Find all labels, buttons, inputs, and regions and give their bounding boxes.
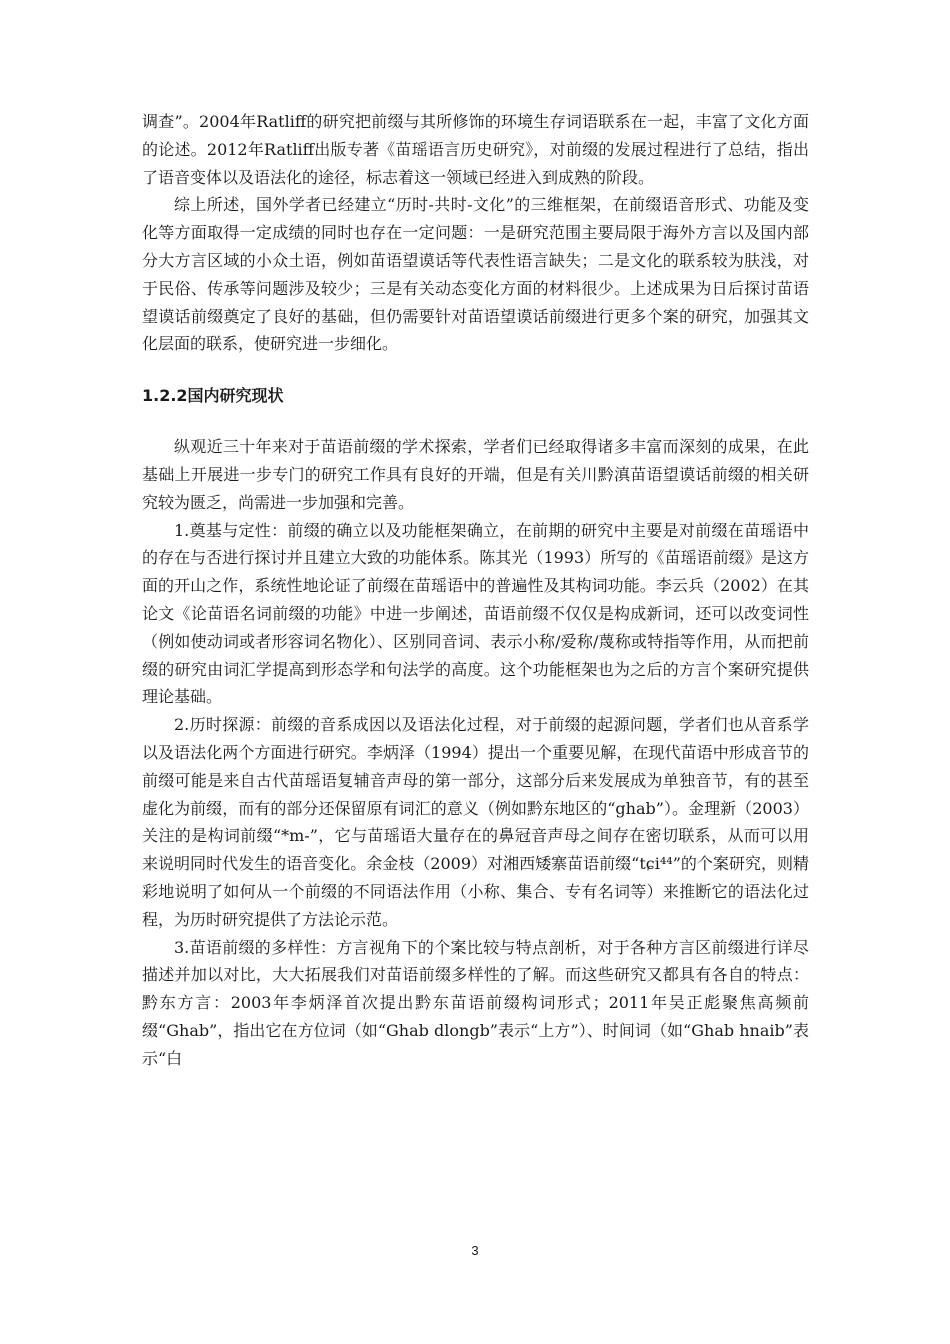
paragraph-diachronic: 2.历时探源：前缀的音系成因以及语法化过程，对于前缀的起源问题，学者们也从音系学以及语法化两个方面进行研究。李炳泽（1994）提出一个重要见解，在现代苗语中形成音节的前缀可能是来自古代苗瑶语复辅音声母的第一部分，这部分后来发展成为单独音节，有的甚至虚化为前缀，而有的部分还保留原有词汇的意义（例如黔东地区的“ghab”）。金理新（2003）关注的是构词前缀“*m-”，它与苗瑶语大量存在的鼻冠音声母之间存在密切联系，从而可以用来说明同时代发生的语音变化。余金枝（2009）对湘西矮寨苗语前缀“tɕi⁴⁴”的个案研究，则精彩地说明了如何从一个前缀的不同语法作用（小称、集合、专有名词等）来推断它的语法化过程，为历时研究提供了方法论示范。: [142, 715, 809, 929]
section-heading-domestic-research: 1.2.2国内研究现状: [142, 386, 284, 406]
paragraph-diversity: 3.苗语前缀的多样性：方言视角下的个案比较与特点剖析，对于各种方言区前缀进行详尽描述并加以对比，大大拓展我们对苗语前缀多样性的了解。而这些研究又都具有各自的特点：黔东方言：2003年李炳泽首次提出黔东苗语前缀构词形式；2011年吴正彪聚焦高频前缀“Ghab”，指出它在方位词（如“Ghab dlongb”表示“上方”）、时间词（如“Ghab hnaib”表示“白: [142, 937, 809, 1068]
paragraph-intro-continued: 调查”。2004年Ratliff的研究把前缀与其所修饰的环境生存词语联系在一起，丰富了文化方面的论述。2012年Ratliff出版专著《苗瑶语言历史研究》，对前缀的发展过程进行了总结，指出了语音变体以及语法化的途径，标志着这一领域已经进入到成熟的阶段。: [142, 112, 809, 187]
paragraph-overview: 纵观近三十年来对于苗语前缀的学术探索，学者们已经取得诸多丰富而深刻的成果，在此基础上开展进一步专门的研究工作具有良好的开端，但是有关川黔滇苗语望谟话前缀的相关研究较为匮乏，尚需进一步加强和完善。: [142, 437, 809, 512]
paragraph-foundation: 1.奠基与定性：前缀的确立以及功能框架确立，在前期的研究中主要是对前缀在苗瑶语中的存在与否进行探讨并且建立大致的功能体系。陈其光（1993）所写的《苗瑶语前缀》是这方面的开山之作，系统性地论证了前缀在苗瑶语中的普遍性及其构词功能。李云兵（2002）在其论文《论苗语名词前缀的功能》中进一步阐述，苗语前缀不仅仅是构成新词，还可以改变词性（例如使动词或者形容词名物化）、区别同音词、表示小称/爱称/蔑称或特指等作用，从而把前缀的研究由词汇学提高到形态学和句法学的高度。这个功能框架也为之后的方言个案研究提供理论基础。: [142, 520, 809, 707]
page-number: 3: [471, 1243, 479, 1258]
document-page: [142, 108, 809, 1073]
paragraph-summary: 综上所述，国外学者已经建立“历时-共时-文化”的三维框架，在前缀语音形式、功能及变化等方面取得一定成绩的同时也存在一定问题：一是研究范围主要局限于海外方言以及国内部分大方言区域的小众土语，例如苗语望谟话等代表性语言缺失；二是文化的联系较为肤浅，对于民俗、传承等问题涉及较少；三是有关动态变化方面的材料很少。上述成果为日后探讨苗语望谟话前缀奠定了良好的基础，但仍需要针对苗语望谟话前缀进行更多个案的研究，加强其文化层面的联系，使研究进一步细化。: [142, 195, 809, 354]
